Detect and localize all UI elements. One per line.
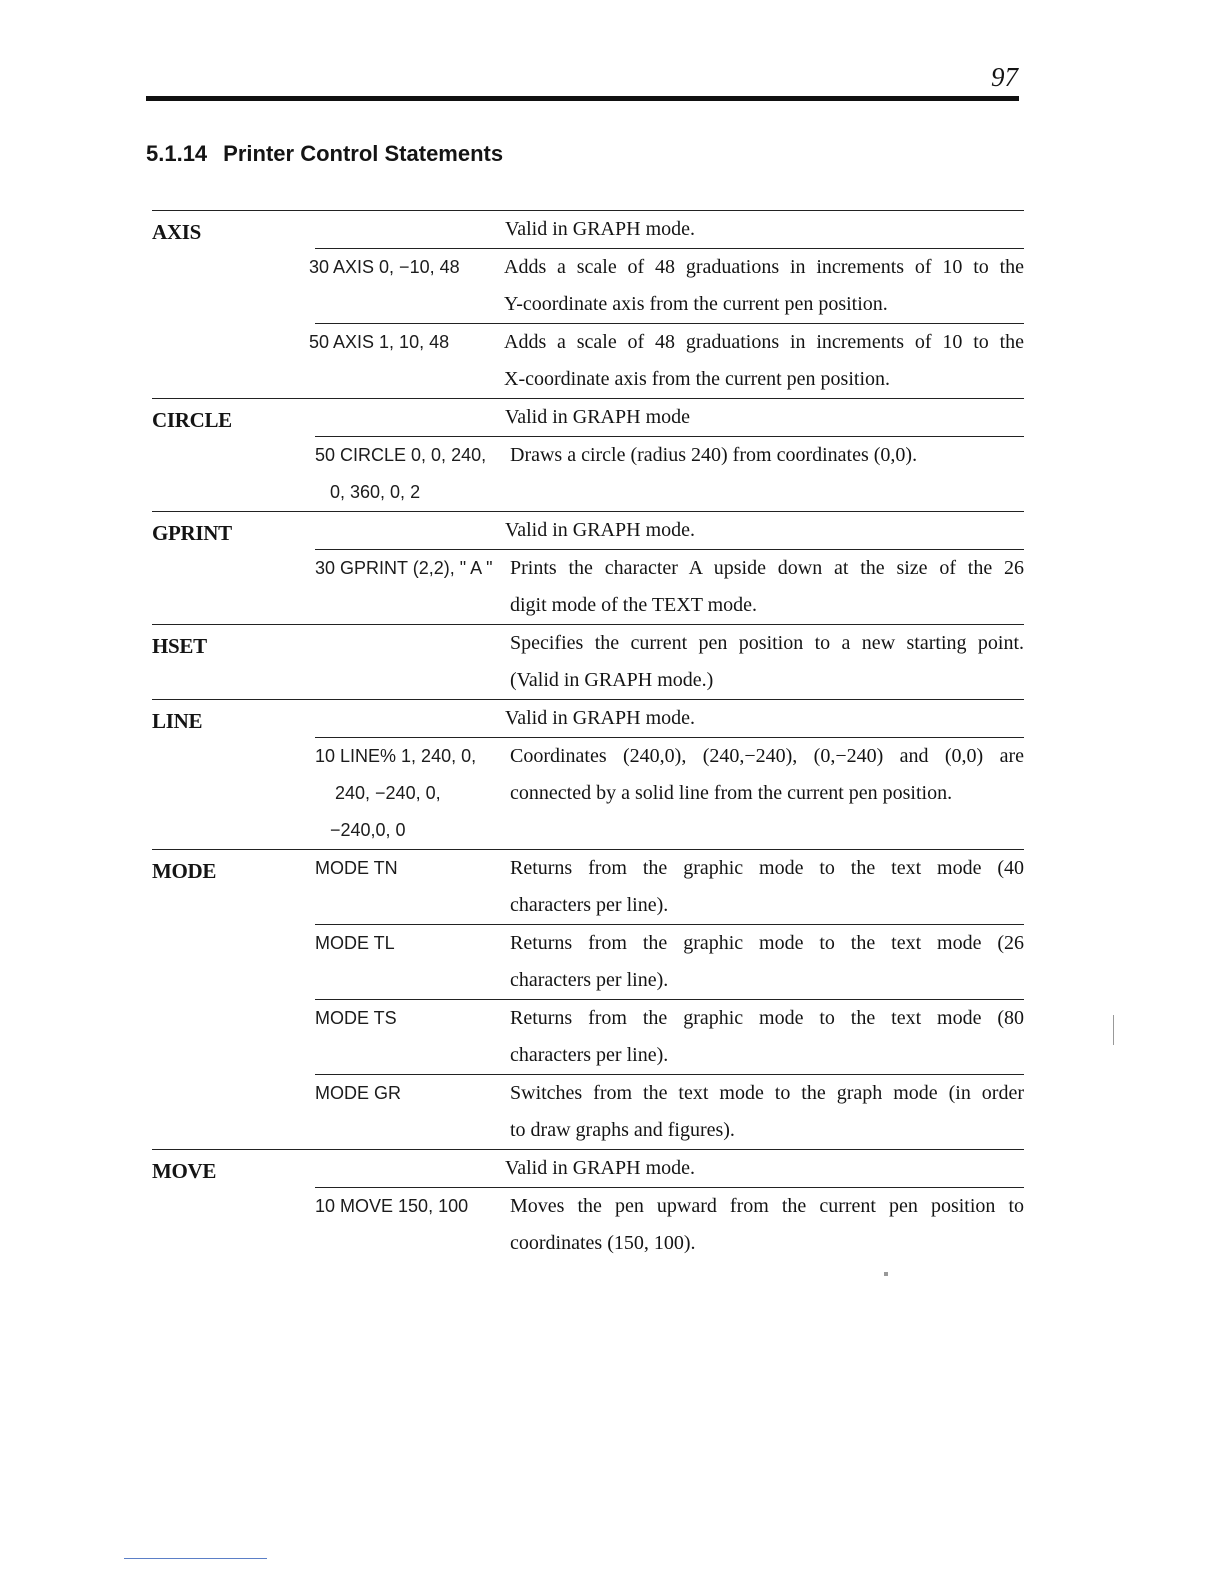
example-row	[315, 549, 1024, 624]
example-description	[510, 1188, 1024, 1262]
example-code	[315, 738, 510, 849]
description-line: coordinates (150, 100).	[510, 1232, 696, 1254]
example-row	[309, 248, 1024, 323]
description-line: connected by a solid line from the current pen position.	[510, 782, 953, 804]
code-line: 50 CIRCLE 0, 0, 240,	[315, 445, 487, 465]
example-row	[315, 625, 1024, 699]
example-code	[315, 550, 510, 587]
statement-head	[152, 700, 1024, 737]
keyword: AXIS	[152, 220, 201, 244]
code-line: −240,0, 0	[315, 820, 406, 840]
header-rule	[146, 96, 1019, 101]
code-line: MODE GR	[315, 1083, 402, 1103]
statement-note: Valid in GRAPH mode.	[505, 707, 695, 729]
example-row	[315, 436, 1024, 511]
statement-mode	[152, 849, 1024, 1149]
example-code	[315, 1188, 510, 1225]
example-row	[315, 924, 1024, 999]
statement-circle	[152, 398, 1024, 511]
example-description	[510, 850, 1024, 924]
description-line: characters per line).	[510, 969, 669, 991]
statement-head	[152, 211, 1024, 248]
description-line: characters per line).	[510, 1044, 669, 1066]
statement-gprint	[152, 511, 1024, 624]
keyword: LINE	[152, 709, 203, 733]
description-line: characters per line).	[510, 894, 669, 916]
description-line: Switches from the text mode to the graph mode (in order	[510, 1082, 1024, 1104]
example-row	[315, 737, 1024, 849]
example-description	[504, 249, 1024, 323]
keyword: MODE	[152, 859, 217, 883]
description-line: digit mode of the TEXT mode.	[510, 594, 758, 616]
example-row	[315, 1187, 1024, 1262]
code-line: 50 AXIS 1, 10, 48	[309, 332, 450, 352]
description-line: Adds a scale of 48 graduations in increments of 10 to the	[504, 331, 1024, 353]
example-row	[315, 850, 1024, 924]
example-code	[309, 249, 504, 286]
code-line: 30 AXIS 0, −10, 48	[309, 257, 460, 277]
page-number: 97	[991, 62, 1018, 92]
code-line: MODE TN	[315, 858, 398, 878]
description-line: Prints the character A upside down at the size of the 26	[510, 557, 1024, 579]
example-code	[309, 324, 504, 361]
description-line: (Valid in GRAPH mode.)	[510, 669, 714, 691]
code-line: MODE TS	[315, 1008, 397, 1028]
code-line: 10 MOVE 150, 100	[315, 1196, 469, 1216]
statement-note: Valid in GRAPH mode	[505, 406, 690, 428]
description-line: Returns from the graphic mode to the text mode (40	[510, 857, 1024, 879]
example-description	[510, 1000, 1024, 1074]
statement-line	[152, 699, 1024, 849]
code-line: 30 GPRINT (2,2), " A "	[315, 558, 493, 578]
statement-head	[152, 1150, 1024, 1187]
section-heading	[146, 138, 503, 170]
description-line: Y-coordinate axis from the current pen position.	[504, 293, 888, 315]
statement-note: Valid in GRAPH mode.	[505, 519, 695, 541]
keyword: CIRCLE	[152, 408, 232, 432]
statement-move	[152, 1149, 1024, 1262]
example-row	[315, 999, 1024, 1074]
statement-head	[152, 399, 1024, 436]
example-code	[315, 850, 510, 887]
description-line: Returns from the graphic mode to the text mode (80	[510, 1007, 1024, 1029]
description-line: Coordinates (240,0), (240,−240), (0,−240) and (0,0) are	[510, 745, 1024, 767]
description-line: Adds a scale of 48 graduations in increments of 10 to the	[504, 256, 1024, 278]
example-code	[315, 437, 510, 511]
example-description	[510, 738, 1024, 849]
description-line: Draws a circle (radius 240) from coordinates (0,0).	[510, 444, 918, 466]
keyword: GPRINT	[152, 521, 232, 545]
example-description	[510, 625, 1024, 699]
keyword: HSET	[152, 634, 207, 658]
example-code	[315, 925, 510, 962]
description-line: X-coordinate axis from the current pen position.	[504, 368, 890, 390]
example-code	[315, 1075, 510, 1112]
keyword: MOVE	[152, 1159, 217, 1183]
example-description	[510, 925, 1024, 999]
code-line: MODE TL	[315, 933, 395, 953]
statement-head	[152, 512, 1024, 549]
code-line: 0, 360, 0, 2	[315, 482, 421, 502]
example-code	[315, 1000, 510, 1037]
example-description	[510, 1075, 1024, 1149]
description-line: Returns from the graphic mode to the text mode (26	[510, 932, 1024, 954]
example-row	[309, 323, 1024, 398]
section-number: 5.1.14	[146, 141, 208, 166]
statement-axis	[152, 210, 1024, 398]
description-line: to draw graphs and figures).	[510, 1119, 735, 1141]
scan-speck	[1113, 1015, 1114, 1045]
statement-hset	[152, 624, 1024, 699]
section-title: Printer Control Statements	[223, 141, 504, 166]
description-line: Moves the pen upward from the current pen position to	[510, 1195, 1024, 1217]
scan-speck	[884, 1272, 888, 1276]
footer-rule	[124, 1558, 267, 1559]
example-description	[510, 437, 1024, 511]
description-line: Specifies the current pen position to a new starting point.	[510, 632, 1024, 654]
code-line: 10 LINE% 1, 240, 0,	[315, 746, 477, 766]
example-row	[315, 1074, 1024, 1149]
statement-note: Valid in GRAPH mode.	[505, 1157, 695, 1179]
example-description	[510, 550, 1024, 624]
code-line: 240, −240, 0,	[315, 783, 441, 803]
statement-table	[152, 210, 1024, 1262]
statement-note: Valid in GRAPH mode.	[505, 218, 695, 240]
example-description	[504, 324, 1024, 398]
